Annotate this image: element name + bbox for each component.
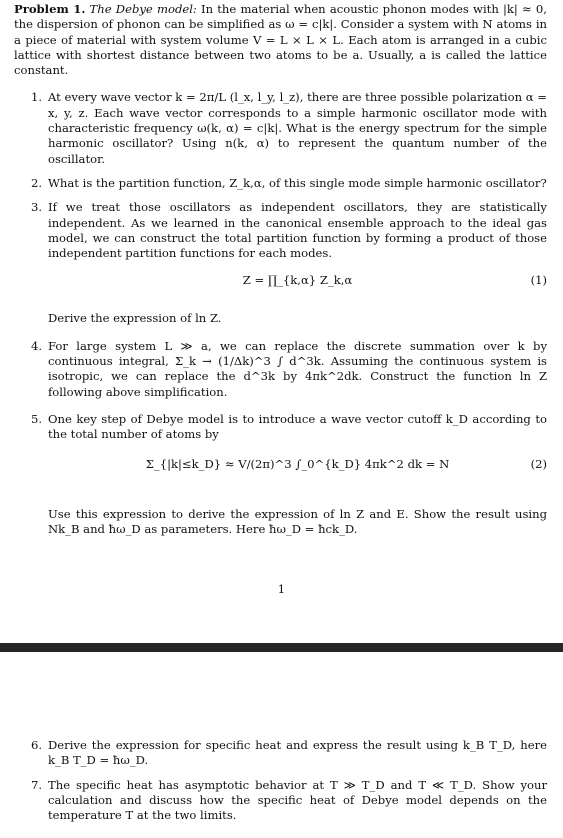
page-divider [0, 643, 563, 652]
question-number: 6. [31, 738, 43, 752]
problem-intro [14, 0, 547, 78]
problem-label: Problem 1. [14, 2, 86, 16]
page-gap [0, 652, 563, 686]
question-text: The specific heat has asymptotic behavior at T ≫ T_D and T ≪ T_D. Show your calculation and discuss how the specific heat of Debye model depends on the temperature T at the two limits. [48, 777, 547, 823]
question-number: 7. [31, 777, 43, 792]
equation-number: (2) [530, 456, 547, 471]
question-2 [14, 176, 547, 191]
question-text: What is the partition function, Z_k,α, of this single mode simple harmonic oscillator? [48, 175, 547, 190]
problem-title: The Debye model: [89, 2, 197, 16]
question-text: Derive the expression for specific heat and express the result using k_B T_D, here k_B T_D = ħω_D. [48, 738, 547, 768]
question-number: 3. [31, 200, 43, 215]
page-number: 1 [277, 582, 286, 596]
equation-text: Z = ∏_{k,α} Z_k,α [242, 273, 353, 288]
question-followup: Use this expression to derive the expression of ln Z and E. Show the result using Nk_B and ħω_D as parameters. Here ħω_D = ħck_D. [48, 506, 547, 536]
question-text: At every wave vector k = 2π/L (l_x, l_y, l_z), there are three possible polarization α = x, y, z. Each wave vector corresponds to a simple harmonic oscillator mode with characteristic frequency ω(k, α) = c|k|. What is the energy spectrum for the simple harmonic oscillator? Using n(k, α) to represent the quantum number of the oscillator. [48, 90, 547, 166]
page-2 [0, 686, 563, 838]
equation-text: Σ_{|k|≤k_D} ≈ V/(2π)^3 ∫_0^{k_D} 4πk^2 dk = N [145, 456, 450, 471]
question-number: 1. [31, 90, 43, 105]
question-text: For large system L ≫ a, we can replace the discrete summation over k by continuous integral, Σ_k → (1/Δk)^3 ∫ d^3k. Assuming the continuous system is isotropic, we can replace the d^3k by 4πk^2dk. Construct the function ln Z following above simplification. [48, 338, 547, 399]
equation-number: (1) [530, 273, 547, 288]
equation-2 [48, 457, 547, 501]
question-3 [14, 200, 547, 326]
question-4 [14, 339, 547, 400]
question-followup: Derive the expression of ln Z. [48, 311, 222, 326]
question-6 [14, 738, 547, 769]
question-text: If we treat those oscillators as independent oscillators, they are statistically independent. As we learned in the canonical ensemble approach to the ideal gas model, we can construct the total partition function by forming a product of those independent partition functions for each modes. [48, 200, 547, 261]
question-number: 5. [31, 411, 43, 426]
question-5 [14, 412, 547, 537]
question-7 [14, 778, 547, 824]
question-text: One key step of Debye model is to introduce a wave vector cutoff k_D according to the total number of atoms by [48, 411, 547, 442]
question-number: 2. [31, 175, 43, 190]
equation-1 [48, 273, 547, 309]
question-list-continued [14, 738, 547, 823]
question-1 [14, 90, 547, 166]
question-list [14, 90, 547, 537]
question-number: 4. [31, 338, 43, 353]
problem-intro-text: In the material when acoustic phonon modes with |k| ≈ 0, the dispersion of phonon can be simplified as ω = c|k|. Consider a system with N atoms in a piece of material with system volume V = L × L × L. Each atom is arranged in a cubic lattice with shortest distance between two atoms to be a. Usually, a is called the lattice constant. [14, 2, 547, 78]
